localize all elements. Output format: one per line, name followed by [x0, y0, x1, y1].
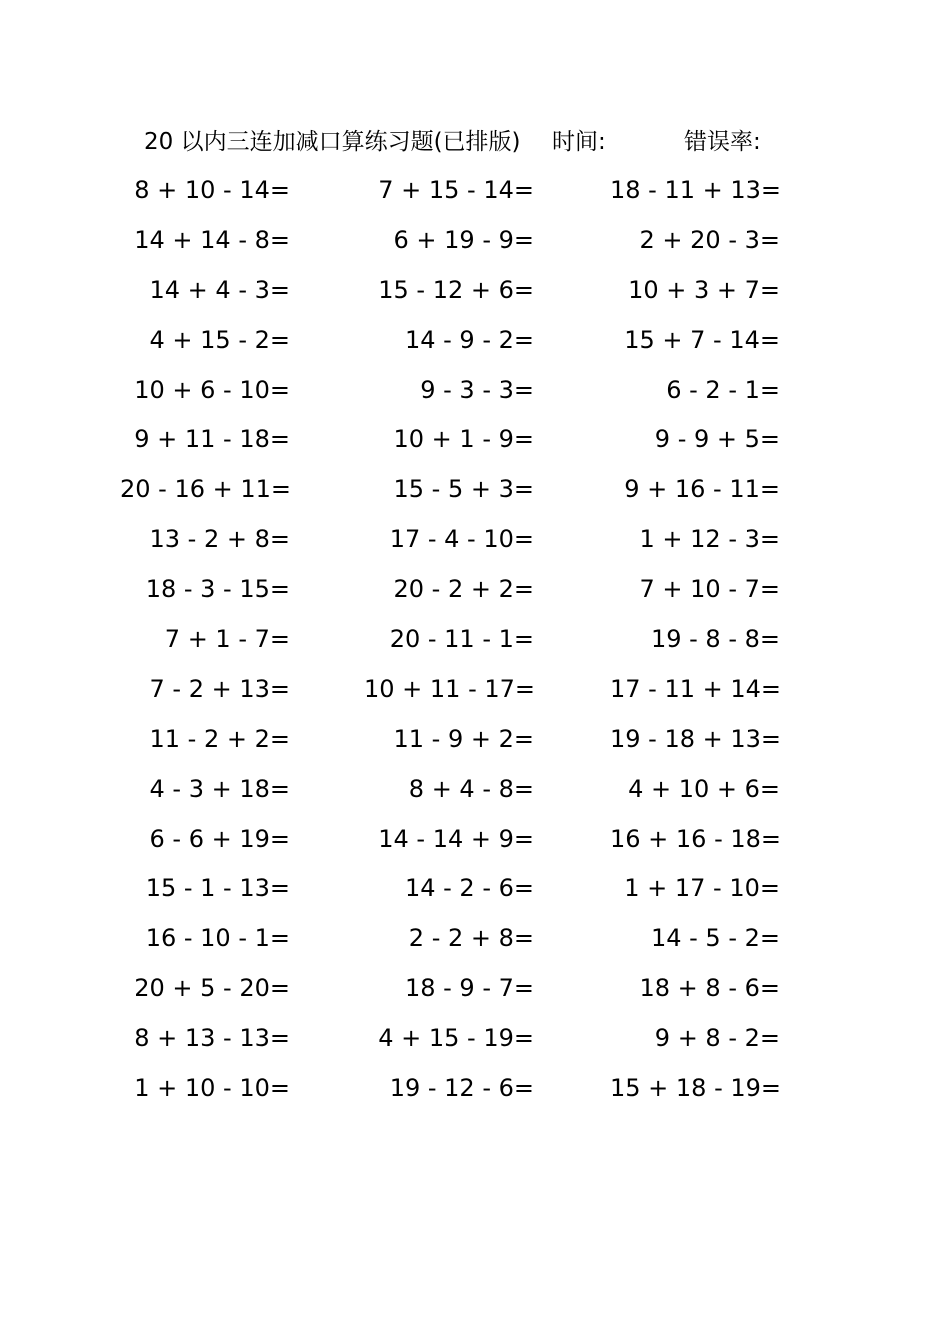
problem-cell: 11 - 2 + 2= — [149, 724, 290, 753]
problem-cell: 10 + 1 - 9= — [393, 425, 534, 454]
problem-cell: 15 - 12 + 6= — [378, 275, 534, 304]
problem-cell: 9 + 11 - 18= — [134, 425, 290, 454]
problem-cell: 15 - 5 + 3= — [393, 475, 534, 504]
problem-row — [0, 815, 950, 865]
problem-cell: 13 - 2 + 8= — [149, 525, 290, 554]
problem-cell: 4 + 10 + 6= — [628, 774, 780, 803]
problem-cell: 10 + 3 + 7= — [628, 275, 780, 304]
problem-row — [0, 465, 950, 515]
problem-cell: 18 + 8 - 6= — [639, 974, 780, 1003]
problem-row — [0, 565, 950, 615]
problem-cell: 14 + 14 - 8= — [134, 225, 290, 254]
problem-cell: 9 + 16 - 11= — [624, 475, 780, 504]
problem-row — [0, 366, 950, 416]
problem-cell: 20 - 11 - 1= — [389, 625, 534, 654]
time-label: 时间: — [552, 129, 606, 155]
problem-cell: 2 + 20 - 3= — [639, 225, 780, 254]
problem-cell: 17 - 4 - 10= — [389, 525, 534, 554]
problem-cell: 19 - 18 + 13= — [610, 724, 782, 753]
problem-cell: 8 + 10 - 14= — [134, 176, 290, 204]
problem-cell: 6 - 2 - 1= — [666, 375, 780, 404]
problem-cell: 4 + 15 - 2= — [149, 325, 290, 354]
problem-row — [0, 864, 950, 914]
problem-row — [0, 765, 950, 815]
problem-row — [0, 615, 950, 665]
problem-cell: 15 - 1 - 13= — [145, 874, 290, 903]
problem-row — [0, 1014, 950, 1064]
problem-cell: 18 - 11 + 13= — [610, 176, 782, 204]
problem-cell: 1 + 10 - 10= — [134, 1074, 290, 1103]
problem-cell: 19 - 8 - 8= — [650, 625, 780, 654]
problem-cell: 18 - 3 - 15= — [145, 575, 290, 604]
problem-row — [0, 266, 950, 316]
problem-cell: 4 - 3 + 18= — [149, 774, 290, 803]
problem-cell: 7 + 15 - 14= — [378, 176, 534, 204]
problem-row — [0, 415, 950, 465]
problem-row — [0, 1064, 950, 1114]
worksheet-title: 20 以内三连加减口算练习题(已排版) — [144, 129, 521, 155]
problem-row — [0, 166, 950, 216]
problem-cell: 20 - 16 + 11= — [120, 475, 292, 504]
problem-cell: 6 + 19 - 9= — [393, 225, 534, 254]
problem-row — [0, 515, 950, 565]
problem-cell: 14 - 9 - 2= — [404, 325, 534, 354]
problem-cell: 15 + 7 - 14= — [624, 325, 780, 354]
problem-cell: 14 - 2 - 6= — [404, 874, 534, 903]
error-rate-label: 错误率: — [684, 129, 761, 155]
problem-row — [0, 914, 950, 964]
problem-cell: 18 - 9 - 7= — [404, 974, 534, 1003]
problem-cell: 16 - 10 - 1= — [145, 924, 290, 953]
problem-cell: 1 + 17 - 10= — [624, 874, 780, 903]
problem-row — [0, 216, 950, 266]
problem-cell: 15 + 18 - 19= — [610, 1074, 782, 1103]
problem-cell: 4 + 15 - 19= — [378, 1024, 534, 1053]
problem-cell: 14 - 14 + 9= — [378, 824, 534, 853]
problem-cell: 19 - 12 - 6= — [389, 1074, 534, 1103]
problem-cell: 16 + 16 - 18= — [610, 824, 782, 853]
worksheet-header — [144, 124, 804, 160]
problem-cell: 20 + 5 - 20= — [134, 974, 290, 1003]
problem-cell: 17 - 11 + 14= — [610, 674, 782, 703]
problem-cell: 9 - 3 - 3= — [420, 375, 534, 404]
problem-cell: 10 + 11 - 17= — [364, 674, 536, 703]
problem-cell: 2 - 2 + 8= — [408, 924, 534, 953]
problem-cell: 14 + 4 - 3= — [149, 275, 290, 304]
problem-cell: 20 - 2 + 2= — [393, 575, 534, 604]
problem-cell: 11 - 9 + 2= — [393, 724, 534, 753]
problem-row — [0, 964, 950, 1014]
problem-cell: 8 + 4 - 8= — [408, 774, 534, 803]
problem-cell: 9 - 9 + 5= — [654, 425, 780, 454]
problem-grid — [0, 166, 950, 1114]
problem-cell: 7 - 2 + 13= — [149, 674, 290, 703]
problem-cell: 7 + 10 - 7= — [639, 575, 780, 604]
problem-row — [0, 316, 950, 366]
problem-cell: 6 - 6 + 19= — [149, 824, 290, 853]
problem-cell: 7 + 1 - 7= — [164, 625, 290, 654]
problem-cell: 8 + 13 - 13= — [134, 1024, 290, 1053]
problem-cell: 9 + 8 - 2= — [654, 1024, 780, 1053]
problem-row — [0, 715, 950, 765]
problem-cell: 14 - 5 - 2= — [650, 924, 780, 953]
problem-row — [0, 665, 950, 715]
problem-cell: 10 + 6 - 10= — [134, 375, 290, 404]
problem-cell: 1 + 12 - 3= — [639, 525, 780, 554]
